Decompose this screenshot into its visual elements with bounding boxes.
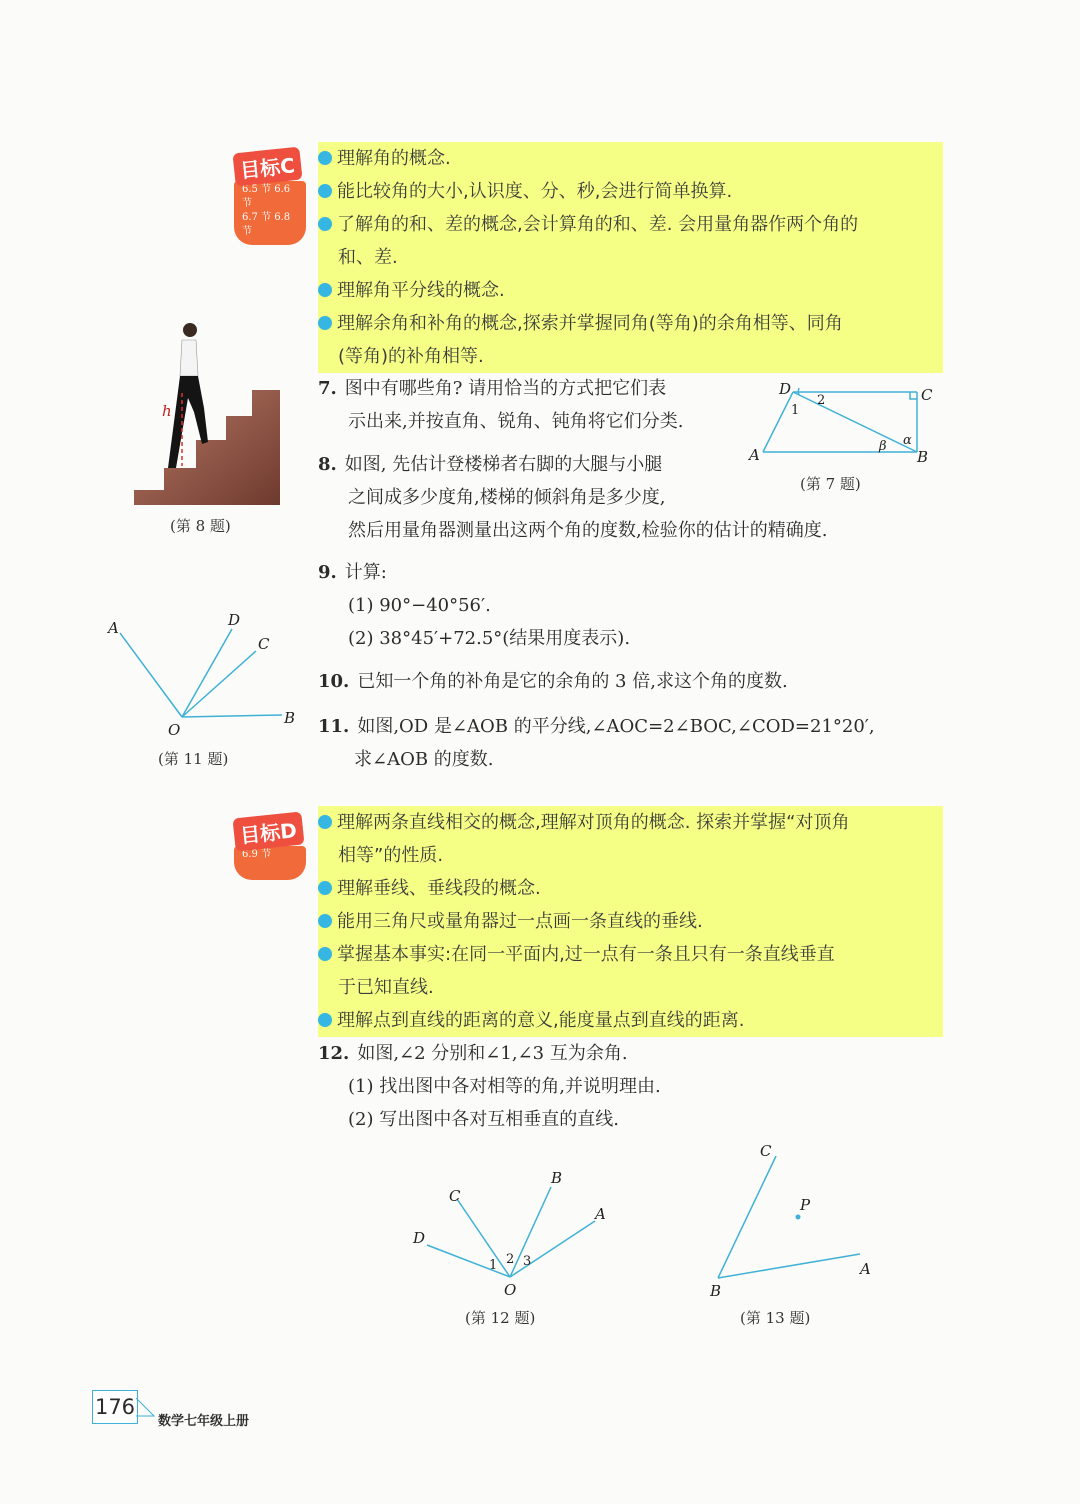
question-9: 9. 计算: (1) 90°−40°56′. (2) 38°45′+72.5°(结果用度表示). <box>318 562 631 649</box>
goal-d-objectives <box>318 806 943 1037</box>
objective-item: 了解角的和、差的概念,会计算角的和、差. 会用量角器作两个角的 <box>318 208 943 241</box>
objective-item: 理解余角和补角的概念,探索并掌握同角(等角)的余角相等、同角 <box>318 307 943 340</box>
goal-c-objectives <box>318 142 943 373</box>
bullet-icon <box>318 316 332 330</box>
fig11-label: B <box>284 709 296 727</box>
fig13-label: P <box>800 1196 811 1214</box>
objective-item-cont: (等角)的补角相等. <box>338 346 484 367</box>
goal-d-badge <box>234 815 314 880</box>
goal-c-sections-line2: 6.7 节 6.8 节 <box>242 212 291 237</box>
fig13-diagram <box>700 1138 890 1298</box>
fig11-diagram <box>100 605 310 735</box>
person-shirt <box>180 340 198 376</box>
objective-item: 能比较角的大小,认识度、分、秒,会进行简单换算. <box>318 175 943 208</box>
fig7-label: β <box>879 439 887 454</box>
bullet-icon <box>318 815 332 829</box>
fig12-label: 3 <box>523 1254 532 1269</box>
objective-item: 理解角平分线的概念. <box>318 274 943 307</box>
goal-d-sections-line1: 6.9 节 <box>242 849 272 860</box>
objective-item: 理解角的概念. <box>318 142 943 175</box>
fig13-caption: (第 13 题) <box>740 1309 811 1327</box>
fig7-label: B <box>917 448 929 466</box>
bullet-icon <box>318 151 332 165</box>
bullet-icon <box>318 184 332 198</box>
objective-item: 理解点到直线的距离的意义,能度量点到直线的距离. <box>318 1004 943 1037</box>
fig11-label: A <box>108 619 119 637</box>
point-p <box>796 1215 801 1220</box>
person-head <box>183 323 197 337</box>
fig12-label: B <box>551 1169 563 1187</box>
fig12-label: D <box>413 1229 426 1247</box>
fig11-label: D <box>228 611 241 629</box>
fig7-label: C <box>921 386 933 404</box>
goal-c-sections-line1: 6.5 节 6.6 节 <box>242 184 291 209</box>
question-10: 10. 已知一个角的补角是它的余角的 3 倍,求这个角的度数. <box>318 671 788 692</box>
bullet-icon <box>318 947 332 961</box>
fig8-caption: (第 8 题) <box>170 517 231 535</box>
fig8-label: h <box>162 402 172 420</box>
fig7-label: 1 <box>791 403 800 418</box>
goal-c-badge <box>234 150 314 245</box>
fig7-label: D <box>779 380 792 398</box>
fig13-label: C <box>760 1142 772 1160</box>
question-12: 12. 如图,∠2 分别和∠1,∠3 互为余角. (1) 找出图中各对相等的角,并说明理由. (2) 写出图中各对互相垂直的直线. <box>318 1043 661 1130</box>
goal-d-badge-title: 目标D <box>232 812 304 852</box>
fig12-diagram <box>405 1165 620 1300</box>
book-title: 数学七年级上册 <box>158 1414 250 1429</box>
question-11: 11. 如图,OD 是∠AOB 的平分线,∠AOC=2∠BOC,∠COD=21°20′, 求∠AOB 的度数. <box>318 716 875 770</box>
fig7-label: 2 <box>817 393 826 408</box>
bullet-icon <box>318 283 332 297</box>
goal-d-sections <box>234 846 306 880</box>
fig13-label: A <box>860 1260 871 1278</box>
fig7-label: A <box>749 446 760 464</box>
question-8: 8. 如图, 先估计登楼梯者右脚的大腿与小腿 之间成多少度角,楼梯的倾斜角是多少度, 然后用量角器测量出这两个角的度数,检验你的估计的精确度. <box>318 454 828 541</box>
objective-item-cont: 于已知直线. <box>338 977 434 998</box>
fig8-staircase <box>130 318 290 508</box>
objective-item: 掌握基本事实:在同一平面内,过一点有一条且只有一条直线垂直 <box>318 938 943 971</box>
fig12-label: A <box>595 1205 606 1223</box>
goal-c-sections <box>234 181 306 245</box>
fig12-label: O <box>504 1281 517 1299</box>
fig12-label: 2 <box>506 1252 515 1267</box>
question-7: 7. 图中有哪些角? 请用恰当的方式把它们表 示出来,并按直角、锐角、钝角将它们分类. <box>318 378 684 432</box>
page-corner-decoration <box>136 1398 160 1422</box>
fig7-caption: (第 7 题) <box>800 475 861 493</box>
bullet-icon <box>318 1013 332 1027</box>
fig12-label: C <box>449 1187 461 1205</box>
bullet-icon <box>318 914 332 928</box>
goal-c-badge-title: 目标C <box>232 147 302 187</box>
fig12-caption: (第 12 题) <box>465 1309 536 1327</box>
fig11-caption: (第 11 题) <box>158 750 229 768</box>
bullet-icon <box>318 217 332 231</box>
objective-item-cont: 和、差. <box>338 247 398 268</box>
page-number: 176 <box>92 1390 138 1424</box>
objective-item: 能用三角尺或量角器过一点画一条直线的垂线. <box>318 905 943 938</box>
fig12-label: 1 <box>489 1258 498 1273</box>
objective-item-cont: 相等”的性质. <box>338 845 444 866</box>
fig7-label: α <box>903 433 912 448</box>
fig13-label: B <box>710 1282 722 1298</box>
stairs-shape <box>134 390 280 505</box>
bullet-icon <box>318 881 332 895</box>
objective-item: 理解两条直线相交的概念,理解对顶角的概念. 探索并掌握“对顶角 <box>318 806 943 839</box>
objective-item: 理解垂线、垂线段的概念. <box>318 872 943 905</box>
fig11-label: C <box>258 635 270 653</box>
fig11-label: O <box>168 721 181 735</box>
